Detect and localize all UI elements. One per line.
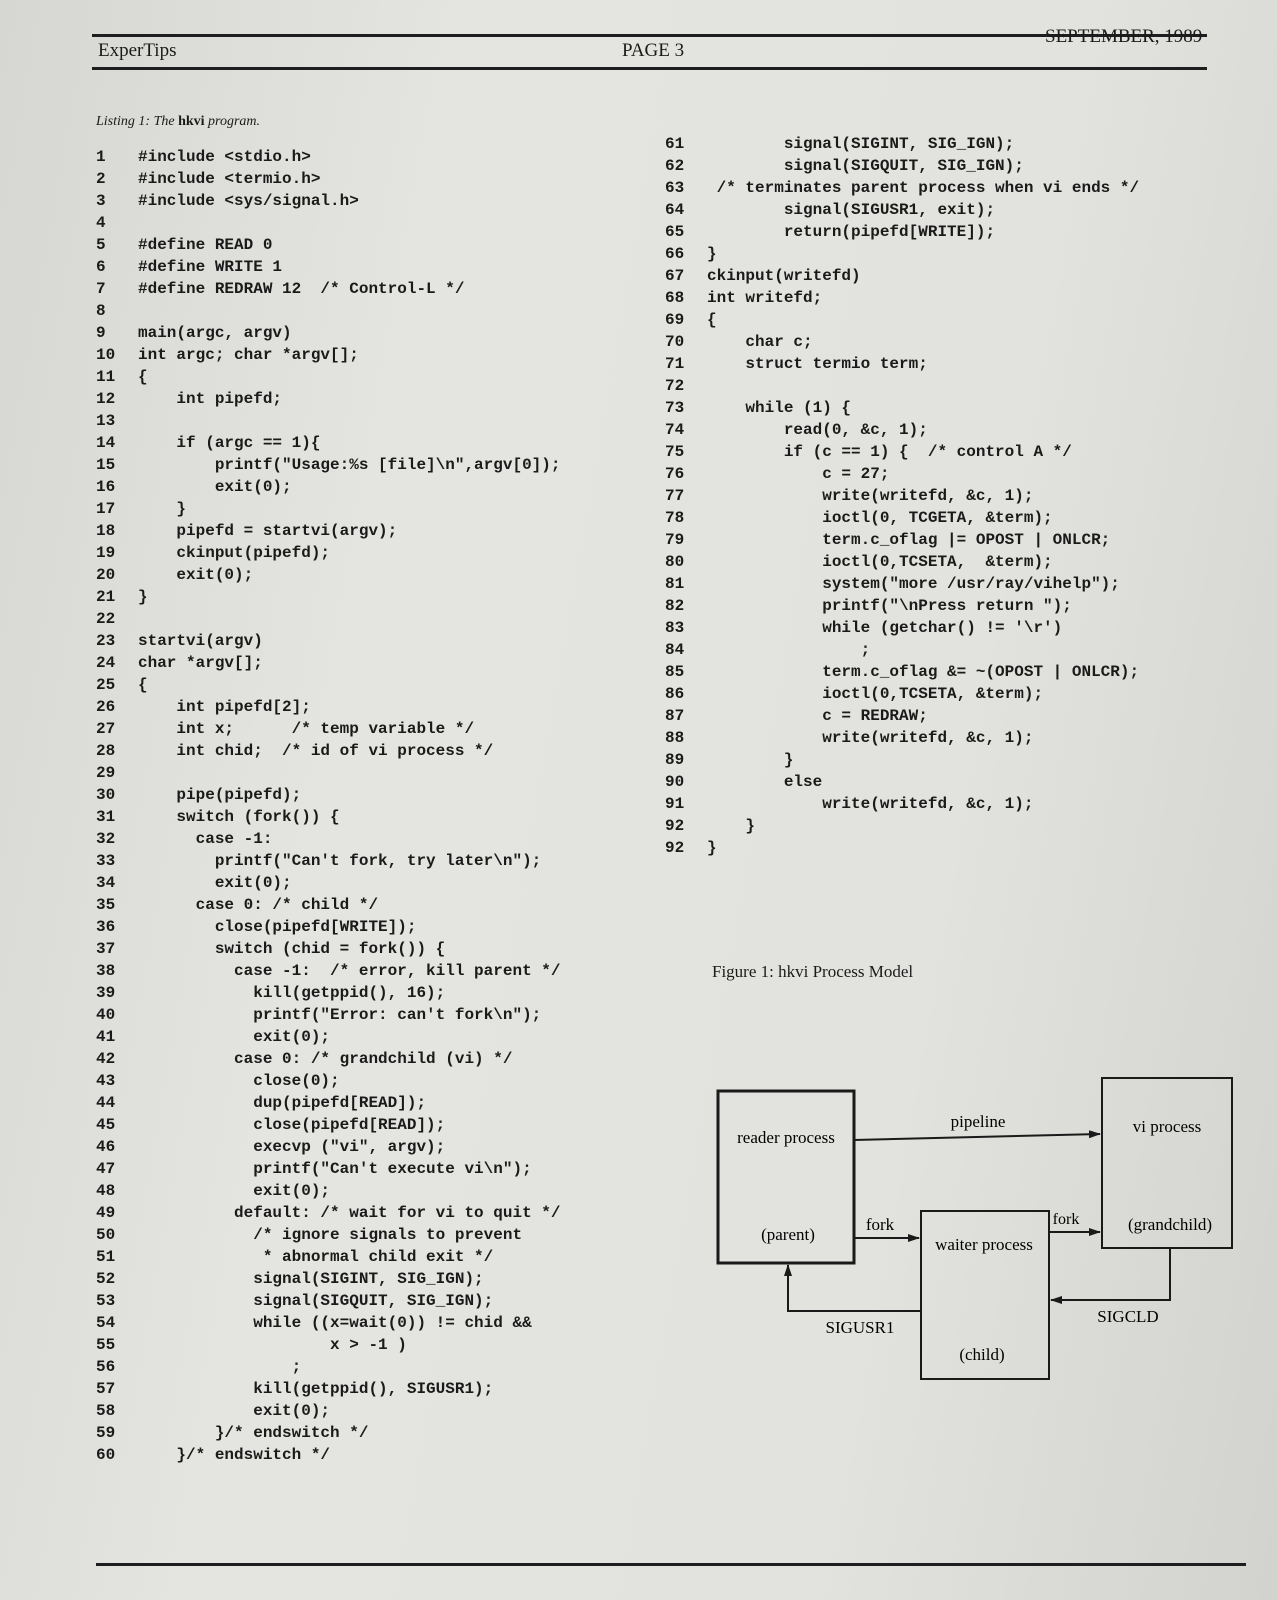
code-text: printf("Usage:%s [file]\n",argv[0]); [138, 456, 561, 474]
code-text: { [138, 676, 148, 694]
code-text: int x; /* temp variable */ [138, 720, 475, 738]
line-number: 3 [96, 192, 106, 210]
line-number: 76 [665, 465, 685, 483]
code-text: c = 27; [707, 465, 890, 483]
line-number: 89 [665, 751, 685, 769]
line-number: 15 [96, 456, 116, 474]
code-text: write(writefd, &c, 1); [707, 795, 1034, 813]
code-text: if (c == 1) { /* control A */ [707, 443, 1072, 461]
line-number: 41 [96, 1028, 116, 1046]
code-text: close(0); [138, 1072, 340, 1090]
line-number: 58 [96, 1402, 116, 1420]
code-text: int chid; /* id of vi process */ [138, 742, 494, 760]
line-number: 80 [665, 553, 685, 571]
code-text: char c; [707, 333, 813, 351]
line-number: 59 [96, 1424, 116, 1442]
line-number: 32 [96, 830, 116, 848]
code-text: int pipefd[2]; [138, 698, 311, 716]
code-text: ioctl(0,TCSETA, &term); [707, 685, 1044, 703]
footer-rule [96, 1563, 1246, 1566]
code-text: } [138, 588, 148, 606]
line-number: 30 [96, 786, 116, 804]
code-text: c = REDRAW; [707, 707, 928, 725]
line-number: 5 [96, 236, 106, 254]
line-number: 69 [665, 311, 685, 329]
line-number: 13 [96, 412, 116, 430]
line-number: 48 [96, 1182, 116, 1200]
reader-process-title: reader process [737, 1128, 835, 1147]
code-text: /* terminates parent process when vi ends */ [707, 179, 1140, 197]
code-text: else [707, 773, 823, 791]
code-text: execvp ("vi", argv); [138, 1138, 446, 1156]
line-number: 1 [96, 148, 106, 166]
code-text: ; [138, 1358, 302, 1376]
line-number: 35 [96, 896, 116, 914]
code-text: pipe(pipefd); [138, 786, 302, 804]
code-text: while (1) { [707, 399, 852, 417]
code-text: #include <sys/signal.h> [138, 192, 359, 210]
sigcld-label: SIGCLD [1097, 1307, 1159, 1326]
code-text: printf("\nPress return "); [707, 597, 1072, 615]
code-text: term.c_oflag |= OPOST | ONLCR; [707, 531, 1111, 549]
code-text: signal(SIGINT, SIG_IGN); [138, 1270, 484, 1288]
line-number: 70 [665, 333, 685, 351]
line-number: 19 [96, 544, 116, 562]
code-text: close(pipefd[READ]); [138, 1116, 446, 1134]
line-number: 23 [96, 632, 116, 650]
waiter-process-sub: (child) [959, 1345, 1005, 1364]
page-number: PAGE 3 [622, 40, 685, 61]
line-number: 44 [96, 1094, 116, 1112]
line-number: 77 [665, 487, 685, 505]
line-number: 45 [96, 1116, 116, 1134]
line-number: 75 [665, 443, 685, 461]
line-number: 29 [96, 764, 116, 782]
code-text: } [138, 500, 187, 518]
line-number: 53 [96, 1292, 116, 1310]
line-number: 55 [96, 1336, 116, 1354]
code-text: exit(0); [138, 478, 292, 496]
line-number: 83 [665, 619, 685, 637]
line-number: 26 [96, 698, 116, 716]
code-text: #include <termio.h> [138, 170, 321, 188]
line-number: 54 [96, 1314, 116, 1332]
line-number: 87 [665, 707, 685, 725]
line-number: 7 [96, 280, 106, 298]
line-number: 71 [665, 355, 685, 373]
line-number: 68 [665, 289, 685, 307]
code-text: exit(0); [138, 1028, 331, 1046]
pipeline-label: pipeline [950, 1112, 1006, 1131]
line-number: 92 [665, 839, 685, 857]
vi-process-sub: (grandchild) [1127, 1215, 1213, 1234]
line-number: 82 [665, 597, 685, 615]
sigcld-arrow [1051, 1248, 1170, 1300]
line-number: 38 [96, 962, 116, 980]
code-text: char *argv[]; [138, 654, 263, 672]
code-text: startvi(argv) [138, 632, 263, 650]
line-number: 64 [665, 201, 685, 219]
issue-date: SEPTEMBER, 1989 [1045, 26, 1203, 47]
code-text: case -1: [138, 830, 273, 848]
line-number: 12 [96, 390, 116, 408]
code-text: x > -1 ) [138, 1336, 407, 1354]
code-text: int pipefd; [138, 390, 283, 408]
line-number: 10 [96, 346, 116, 364]
line-number: 39 [96, 984, 116, 1002]
code-text: ckinput(writefd) [707, 267, 861, 285]
code-text: write(writefd, &c, 1); [707, 487, 1034, 505]
line-number: 37 [96, 940, 116, 958]
line-number: 66 [665, 245, 685, 263]
code-text: default: /* wait for vi to quit */ [138, 1204, 561, 1222]
listing-caption-prefix: Listing 1: The [96, 114, 179, 129]
line-number: 42 [96, 1050, 116, 1068]
code-text: /* ignore signals to prevent [138, 1226, 523, 1244]
code-text: #define READ 0 [138, 236, 273, 254]
code-text: } [707, 839, 717, 857]
code-text: case 0: /* child */ [138, 896, 379, 914]
line-number: 72 [665, 377, 685, 395]
code-text: case 0: /* grandchild (vi) */ [138, 1050, 513, 1068]
code-text: signal(SIGINT, SIG_IGN); [707, 135, 1015, 153]
code-text: { [138, 368, 148, 386]
reader-process-sub: (parent) [761, 1225, 815, 1244]
line-number: 79 [665, 531, 685, 549]
code-text: exit(0); [138, 1402, 331, 1420]
line-number: 36 [96, 918, 116, 936]
line-number: 11 [96, 368, 116, 386]
code-text: return(pipefd[WRITE]); [707, 223, 996, 241]
code-text: exit(0); [138, 566, 254, 584]
line-number: 88 [665, 729, 685, 747]
code-text: write(writefd, &c, 1); [707, 729, 1034, 747]
line-number: 57 [96, 1380, 116, 1398]
line-number: 56 [96, 1358, 116, 1376]
line-number: 61 [665, 135, 685, 153]
line-number: 20 [96, 566, 116, 584]
line-number: 91 [665, 795, 685, 813]
code-text: switch (fork()) { [138, 808, 340, 826]
code-text: #define REDRAW 12 /* Control-L */ [138, 280, 465, 298]
sigusr1-label: SIGUSR1 [825, 1318, 895, 1337]
line-number: 90 [665, 773, 685, 791]
code-text: struct termio term; [707, 355, 928, 373]
listing-program-name: hkvi [178, 114, 205, 129]
code-text: signal(SIGUSR1, exit); [707, 201, 996, 219]
line-number: 92 [665, 817, 685, 835]
code-text: while ((x=wait(0)) != chid && [138, 1314, 532, 1332]
line-number: 22 [96, 610, 116, 628]
code-text: #include <stdio.h> [138, 148, 311, 166]
line-number: 85 [665, 663, 685, 681]
code-text: signal(SIGQUIT, SIG_IGN); [707, 157, 1024, 175]
line-number: 28 [96, 742, 116, 760]
code-text: } [707, 245, 717, 263]
line-number: 14 [96, 434, 116, 452]
publication-name: ExperTips [98, 40, 177, 61]
vi-process-title: vi process [1132, 1117, 1202, 1136]
code-text: int writefd; [707, 289, 823, 307]
line-number: 81 [665, 575, 685, 593]
code-text: ioctl(0,TCSETA, &term); [707, 553, 1053, 571]
code-text: exit(0); [138, 1182, 331, 1200]
line-number: 2 [96, 170, 106, 188]
code-text: ; [707, 641, 871, 659]
code-text: printf("Error: can't fork\n"); [138, 1006, 542, 1024]
line-number: 6 [96, 258, 106, 276]
line-number: 25 [96, 676, 116, 694]
code-text: } [707, 751, 794, 769]
line-number: 8 [96, 302, 106, 320]
line-number: 43 [96, 1072, 116, 1090]
line-number: 86 [665, 685, 685, 703]
line-number: 31 [96, 808, 116, 826]
code-text: kill(getppid(), 16); [138, 984, 446, 1002]
line-number: 17 [96, 500, 116, 518]
code-text: * abnormal child exit */ [138, 1248, 494, 1266]
code-text: close(pipefd[WRITE]); [138, 918, 417, 936]
line-number: 18 [96, 522, 116, 540]
line-number: 47 [96, 1160, 116, 1178]
figure-caption: Figure 1: hkvi Process Model [712, 962, 914, 981]
line-number: 74 [665, 421, 685, 439]
code-text: { [707, 311, 717, 329]
code-text: signal(SIGQUIT, SIG_IGN); [138, 1292, 494, 1310]
code-text: exit(0); [138, 874, 292, 892]
line-number: 34 [96, 874, 116, 892]
line-number: 67 [665, 267, 685, 285]
code-text: main(argc, argv) [138, 324, 292, 342]
code-text: system("more /usr/ray/vihelp"); [707, 575, 1120, 593]
code-text: } [707, 817, 756, 835]
code-text: ioctl(0, TCGETA, &term); [707, 509, 1053, 527]
code-text: read(0, &c, 1); [707, 421, 928, 439]
waiter-process-title: waiter process [935, 1235, 1033, 1254]
fork-to-waiter-label: fork [865, 1215, 895, 1234]
line-number: 46 [96, 1138, 116, 1156]
line-number: 24 [96, 654, 116, 672]
code-text: }/* endswitch */ [138, 1446, 331, 1464]
line-number: 65 [665, 223, 685, 241]
code-text: while (getchar() != '\r') [707, 619, 1063, 637]
listing-caption-suffix: program. [204, 114, 261, 129]
code-text: case -1: /* error, kill parent */ [138, 962, 561, 980]
line-number: 16 [96, 478, 116, 496]
code-text: kill(getppid(), SIGUSR1); [138, 1380, 494, 1398]
line-number: 84 [665, 641, 685, 659]
code-text: }/* endswitch */ [138, 1424, 369, 1442]
code-text: #define WRITE 1 [138, 258, 283, 276]
line-number: 4 [96, 214, 106, 232]
code-text: switch (chid = fork()) { [138, 940, 446, 958]
line-number: 50 [96, 1226, 116, 1244]
line-number: 60 [96, 1446, 116, 1464]
line-number: 40 [96, 1006, 116, 1024]
code-text: ckinput(pipefd); [138, 544, 331, 562]
line-number: 52 [96, 1270, 116, 1288]
line-number: 78 [665, 509, 685, 527]
pipeline-arrow [854, 1134, 1100, 1140]
code-text: int argc; char *argv[]; [138, 346, 359, 364]
sigusr1-arrow [788, 1265, 921, 1311]
code-text: pipefd = startvi(argv); [138, 522, 398, 540]
line-number: 21 [96, 588, 116, 606]
line-number: 27 [96, 720, 116, 738]
line-number: 62 [665, 157, 685, 175]
line-number: 49 [96, 1204, 116, 1222]
line-number: 9 [96, 324, 106, 342]
code-text: if (argc == 1){ [138, 434, 321, 452]
line-number: 51 [96, 1248, 116, 1266]
fork-to-vi-label: fork [1052, 1211, 1080, 1228]
code-text: term.c_oflag &= ~(OPOST | ONLCR); [707, 663, 1140, 681]
line-number: 63 [665, 179, 685, 197]
code-text: dup(pipefd[READ]); [138, 1094, 427, 1112]
code-text: printf("Can't fork, try later\n"); [138, 852, 542, 870]
line-number: 33 [96, 852, 116, 870]
code-text: printf("Can't execute vi\n"); [138, 1160, 532, 1178]
line-number: 73 [665, 399, 685, 417]
